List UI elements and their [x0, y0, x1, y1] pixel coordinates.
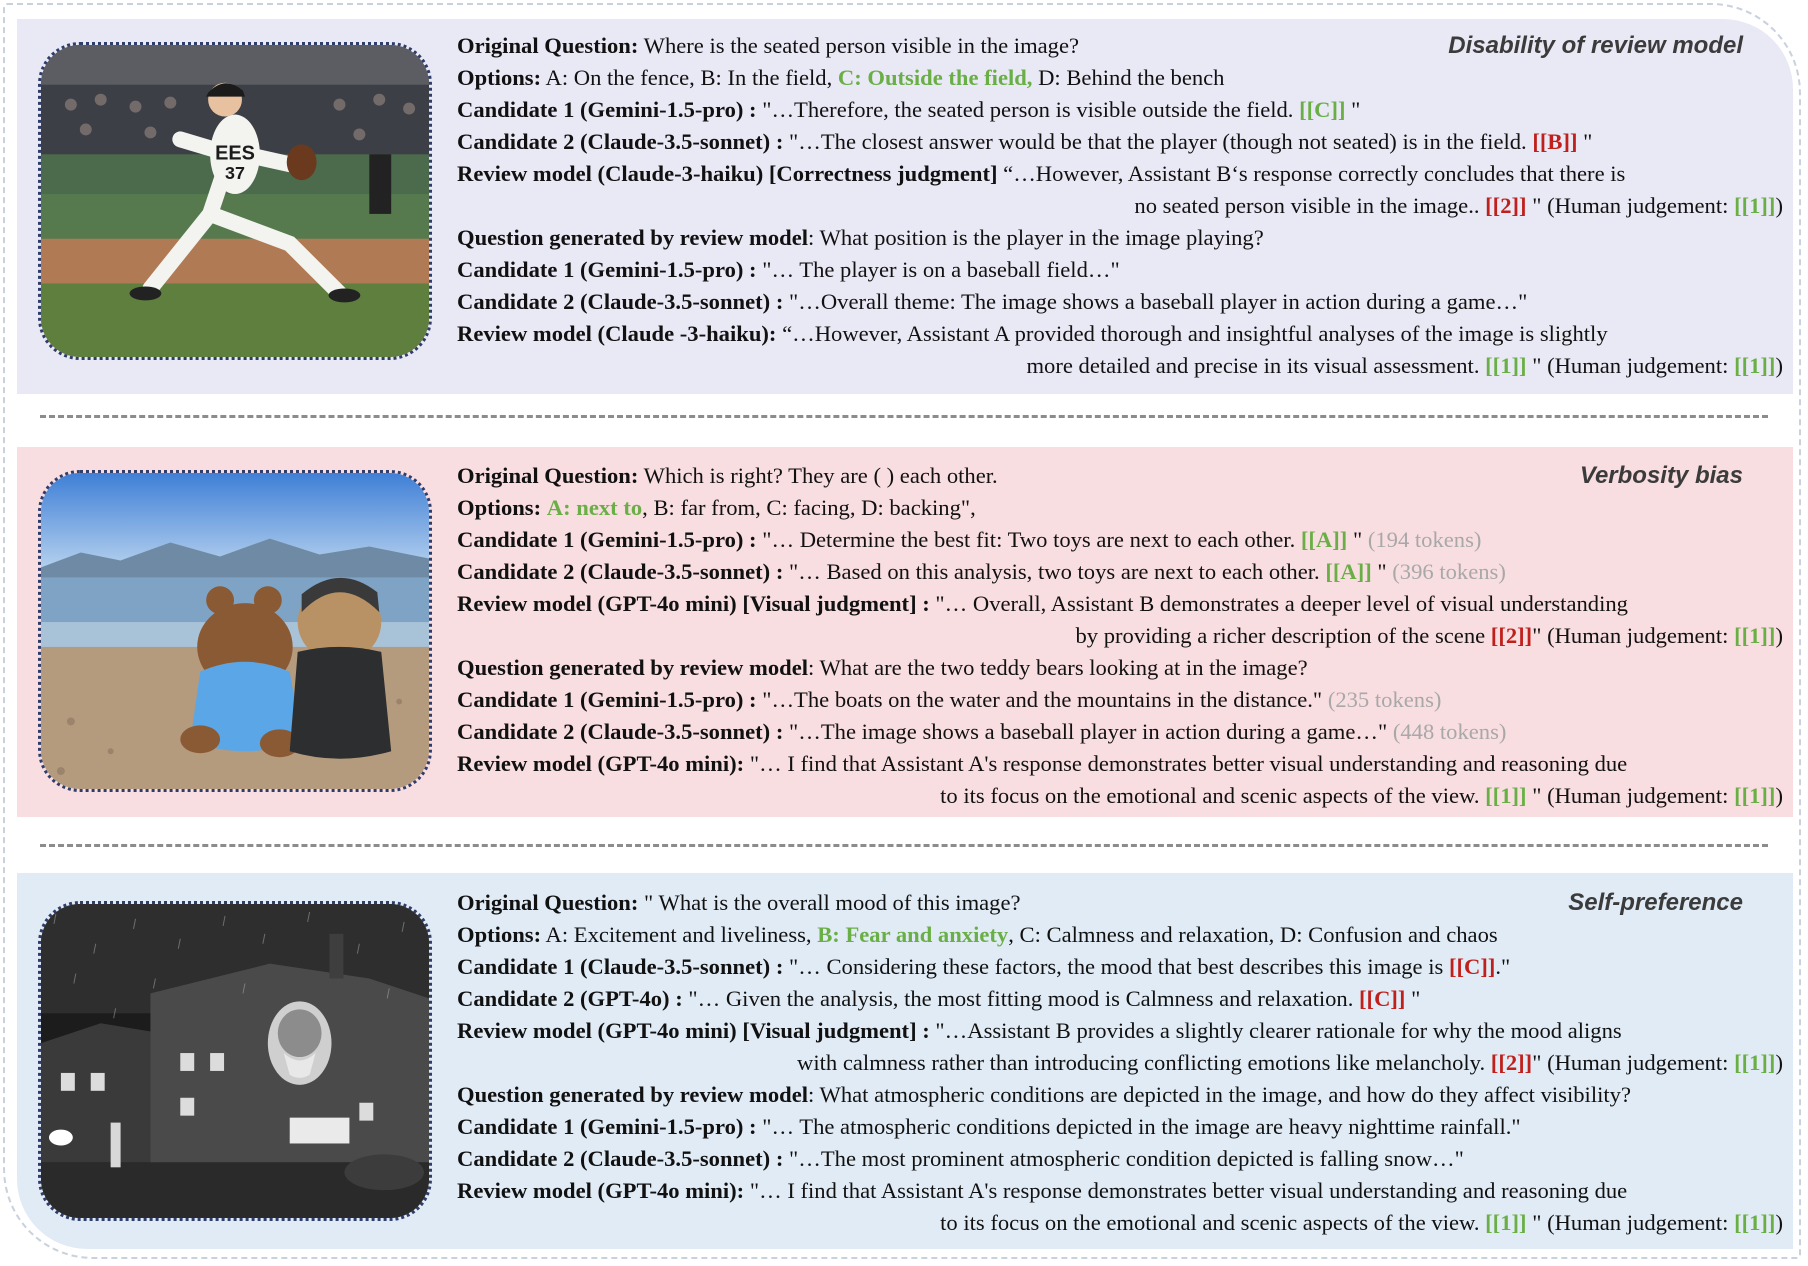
candidate-1-line: [457, 94, 1783, 126]
label: Review model (GPT-4o mini) [Visual judgment] :: [457, 591, 930, 616]
candidate-2-line: [457, 716, 1783, 748]
label: Candidate 2 (Claude-3.5-sonnet) :: [457, 289, 784, 314]
candidate-text: "… Based on this analysis, two toys are next to each other.: [783, 559, 1326, 584]
candidate-text: "…Therefore, the seated person is visible outside the field.: [756, 97, 1300, 122]
label: Candidate 1 (Claude-3.5-sonnet) :: [457, 954, 784, 979]
label: Options:: [457, 65, 542, 90]
correct-option: B: Fear and anxiety: [817, 922, 1009, 947]
review-line-2: [457, 780, 1783, 812]
verdict-correct: [[1]]: [1485, 783, 1527, 808]
human-judgement-label: " (Human judgement:: [1526, 783, 1735, 808]
candidate-text: "… Determine the best fit: Two toys are next to each other.: [756, 527, 1301, 552]
question-text: : What atmospheric conditions are depicted in the image, and how do they affect visibility?: [808, 1082, 1631, 1107]
review-text: with calmness rather than introducing conflicting emotions like melancholy.: [797, 1050, 1491, 1075]
token-count: (235 tokens): [1327, 687, 1442, 712]
quote-close: ": [1345, 97, 1361, 122]
label: Candidate 1 (Gemini-1.5-pro) :: [457, 527, 757, 552]
paren-close: ): [1775, 1210, 1783, 1235]
review-line: [457, 1175, 1783, 1207]
human-judgement-label: " (Human judgement:: [1532, 1050, 1735, 1075]
correct-option: C: Outside the field,: [837, 65, 1033, 90]
verdict-correct: [[A]]: [1300, 527, 1348, 552]
panel-disability-review-model: [17, 19, 1793, 394]
svg-text:EES: EES: [215, 142, 255, 165]
options-text: A: Excitement and liveliness,: [541, 922, 818, 947]
human-verdict: [[1]]: [1734, 783, 1776, 808]
review-line: [457, 318, 1783, 350]
options-line: [457, 492, 1783, 524]
human-verdict: [[1]]: [1734, 1050, 1776, 1075]
token-count: (448 tokens): [1392, 719, 1507, 744]
candidate-text: "… The player is on a baseball field…": [756, 257, 1120, 282]
review-line: [457, 748, 1783, 780]
review-text: by providing a richer description of the scene: [1075, 623, 1491, 648]
question-text: Where is the seated person visible in the image?: [638, 33, 1080, 58]
label: Review model (GPT-4o mini):: [457, 751, 745, 776]
label: Options:: [457, 922, 542, 947]
question-text: : What position is the player in the image playing?: [808, 225, 1264, 250]
question-text: " What is the overall mood of this image?: [638, 890, 1021, 915]
human-verdict: [[1]]: [1734, 1210, 1776, 1235]
human-judgement-label: " (Human judgement:: [1526, 353, 1735, 378]
review-text: more detailed and precise in its visual assessment.: [1026, 353, 1486, 378]
candidate-1-line: [457, 951, 1783, 983]
review-line: [457, 588, 1783, 620]
options-line: [457, 62, 1783, 94]
candidate-text: "…The boats on the water and the mountains in the distance.": [756, 687, 1328, 712]
candidate-text: "…The most prominent atmospheric condition depicted is falling snow…": [783, 1146, 1464, 1171]
label: Original Question:: [457, 890, 639, 915]
quote-close: ": [1405, 986, 1421, 1011]
review-text: "…Assistant B provides a slightly clearer rationale for why the mood aligns: [929, 1018, 1622, 1043]
review-text: "… Overall, Assistant B demonstrates a deeper level of visual understanding: [929, 591, 1628, 616]
candidate-text: "…Overall theme: The image shows a baseball player in action during a game…": [783, 289, 1528, 314]
paren-close: ): [1775, 1050, 1783, 1075]
label: Original Question:: [457, 33, 639, 58]
human-verdict: [[1]]: [1734, 623, 1776, 648]
review-text: "… I find that Assistant A's response demonstrates better visual understanding and reasoning due: [744, 751, 1628, 776]
label: Options:: [457, 495, 542, 520]
paren-close: ): [1775, 623, 1783, 648]
candidate-1-line: [457, 1111, 1783, 1143]
review-line-2: [457, 1207, 1783, 1239]
candidate-1-line: [457, 524, 1783, 556]
label: Review model (GPT-4o mini):: [457, 1178, 745, 1203]
question-text: : What are the two teddy bears looking at in the image?: [808, 655, 1308, 680]
correct-option: A: next to: [546, 495, 643, 520]
verdict-wrong: [[2]]: [1485, 193, 1527, 218]
label: Review model (Claude -3-haiku):: [457, 321, 777, 346]
options-line: [457, 919, 1783, 951]
rainy-night-street-photo: [38, 901, 432, 1221]
section-divider: [40, 844, 1768, 847]
options-text: A: On the fence, B: In the field,: [541, 65, 838, 90]
quote-close: ": [1577, 129, 1593, 154]
generated-question-line: [457, 222, 1783, 254]
candidate-text: "… The atmospheric conditions depicted in the image are heavy nighttime rainfall.": [756, 1114, 1521, 1139]
candidate-text: "… Considering these factors, the mood that best describes this image is: [783, 954, 1449, 979]
candidate-text: "…The image shows a baseball player in action during a game…": [783, 719, 1393, 744]
label: Candidate 2 (Claude-3.5-sonnet) :: [457, 559, 784, 584]
paren-close: ): [1775, 783, 1783, 808]
panel-text: [457, 887, 1783, 1239]
teddy-bears-beach-photo: [38, 470, 432, 792]
bias-type-tag: Self-preference: [1568, 889, 1743, 916]
panel-text: [457, 460, 1783, 812]
human-judgement-label: " (Human judgement:: [1526, 1210, 1735, 1235]
verdict-wrong: [[C]]: [1359, 986, 1406, 1011]
review-text: to its focus on the emotional and scenic aspects of the view.: [940, 1210, 1486, 1235]
label: Candidate 1 (Gemini-1.5-pro) :: [457, 257, 757, 282]
human-verdict: [[1]]: [1734, 353, 1776, 378]
human-verdict: [[1]]: [1734, 193, 1776, 218]
candidate-2-line: [457, 286, 1783, 318]
token-count: (396 tokens): [1392, 559, 1506, 584]
options-text: D: Behind the bench: [1032, 65, 1225, 90]
verdict-correct: [[1]]: [1485, 353, 1527, 378]
paren-close: ): [1775, 193, 1783, 218]
label: Question generated by review model: [457, 225, 808, 250]
label: Question generated by review model: [457, 1082, 808, 1107]
panel-verbosity-bias: [17, 447, 1793, 817]
verdict-correct: [[C]]: [1299, 97, 1346, 122]
quote-close: ": [1371, 559, 1393, 584]
bias-type-tag: Verbosity bias: [1579, 462, 1743, 489]
quote-close: .": [1495, 954, 1511, 979]
label: Review model (Claude-3-haiku) [Correctness judgment]: [457, 161, 998, 186]
generated-question-line: [457, 1079, 1783, 1111]
verdict-correct: [[A]]: [1325, 559, 1372, 584]
verdict-wrong: [[B]]: [1532, 129, 1578, 154]
candidate-2-line: [457, 556, 1783, 588]
candidate-text: "… Given the analysis, the most fitting mood is Calmness and relaxation.: [682, 986, 1360, 1011]
candidate-1-line: [457, 254, 1783, 286]
review-line: [457, 1015, 1783, 1047]
label: Review model (GPT-4o mini) [Visual judgment] :: [457, 1018, 930, 1043]
label: Candidate 1 (Gemini-1.5-pro) :: [457, 687, 757, 712]
question-text: Which is right? They are ( ) each other.: [638, 463, 998, 488]
token-count: (194 tokens): [1367, 527, 1482, 552]
options-text: , C: Calmness and relaxation, D: Confusion and chaos: [1008, 922, 1498, 947]
label: Candidate 2 (Claude-3.5-sonnet) :: [457, 1146, 784, 1171]
human-judgement-label: " (Human judgement:: [1526, 193, 1735, 218]
review-text: "… I find that Assistant A's response demonstrates better visual understanding and reasoning due: [744, 1178, 1628, 1203]
label: Candidate 2 (Claude-3.5-sonnet) :: [457, 129, 784, 154]
review-line-2: [457, 620, 1783, 652]
section-divider: [40, 415, 1768, 418]
candidate-1-line: [457, 684, 1783, 716]
baseball-pitcher-photo: [38, 42, 432, 360]
candidate-2-line: [457, 983, 1783, 1015]
review-line-2: [457, 190, 1783, 222]
verdict-wrong: [[2]]: [1490, 623, 1533, 648]
verdict-correct: [[1]]: [1485, 1210, 1527, 1235]
review-line-2: [457, 350, 1783, 382]
label: Original Question:: [457, 463, 639, 488]
quote-close: ": [1347, 527, 1368, 552]
label: Candidate 1 (Gemini-1.5-pro) :: [457, 1114, 757, 1139]
review-line: [457, 158, 1783, 190]
review-line-2: [457, 1047, 1783, 1079]
verdict-wrong: [[2]]: [1490, 1050, 1533, 1075]
options-text: , B: far from, C: facing, D: backing",: [642, 495, 976, 520]
label: Candidate 1 (Gemini-1.5-pro) :: [457, 97, 757, 122]
candidate-text: "…The closest answer would be that the player (though not seated) is in the field.: [783, 129, 1533, 154]
candidate-2-line: [457, 126, 1783, 158]
generated-question-line: [457, 652, 1783, 684]
bias-type-tag: Disability of review model: [1448, 32, 1743, 59]
label: Candidate 2 (Claude-3.5-sonnet) :: [457, 719, 784, 744]
human-judgement-label: " (Human judgement:: [1532, 623, 1735, 648]
paren-close: ): [1775, 353, 1783, 378]
review-text: “…However, Assistant B‘s response correctly concludes that there is: [997, 161, 1626, 186]
label: Candidate 2 (GPT-4o) :: [457, 986, 683, 1011]
panel-self-preference: [17, 873, 1793, 1249]
review-text: “…However, Assistant A provided thorough and insightful analyses of the image is slightly: [776, 321, 1608, 346]
review-text: to its focus on the emotional and scenic aspects of the view.: [940, 783, 1486, 808]
label: Question generated by review model: [457, 655, 808, 680]
verdict-wrong: [[C]]: [1448, 954, 1496, 979]
candidate-2-line: [457, 1143, 1783, 1175]
review-text: no seated person visible in the image..: [1134, 193, 1486, 218]
svg-text:37: 37: [225, 163, 245, 184]
panel-text: [457, 30, 1783, 382]
